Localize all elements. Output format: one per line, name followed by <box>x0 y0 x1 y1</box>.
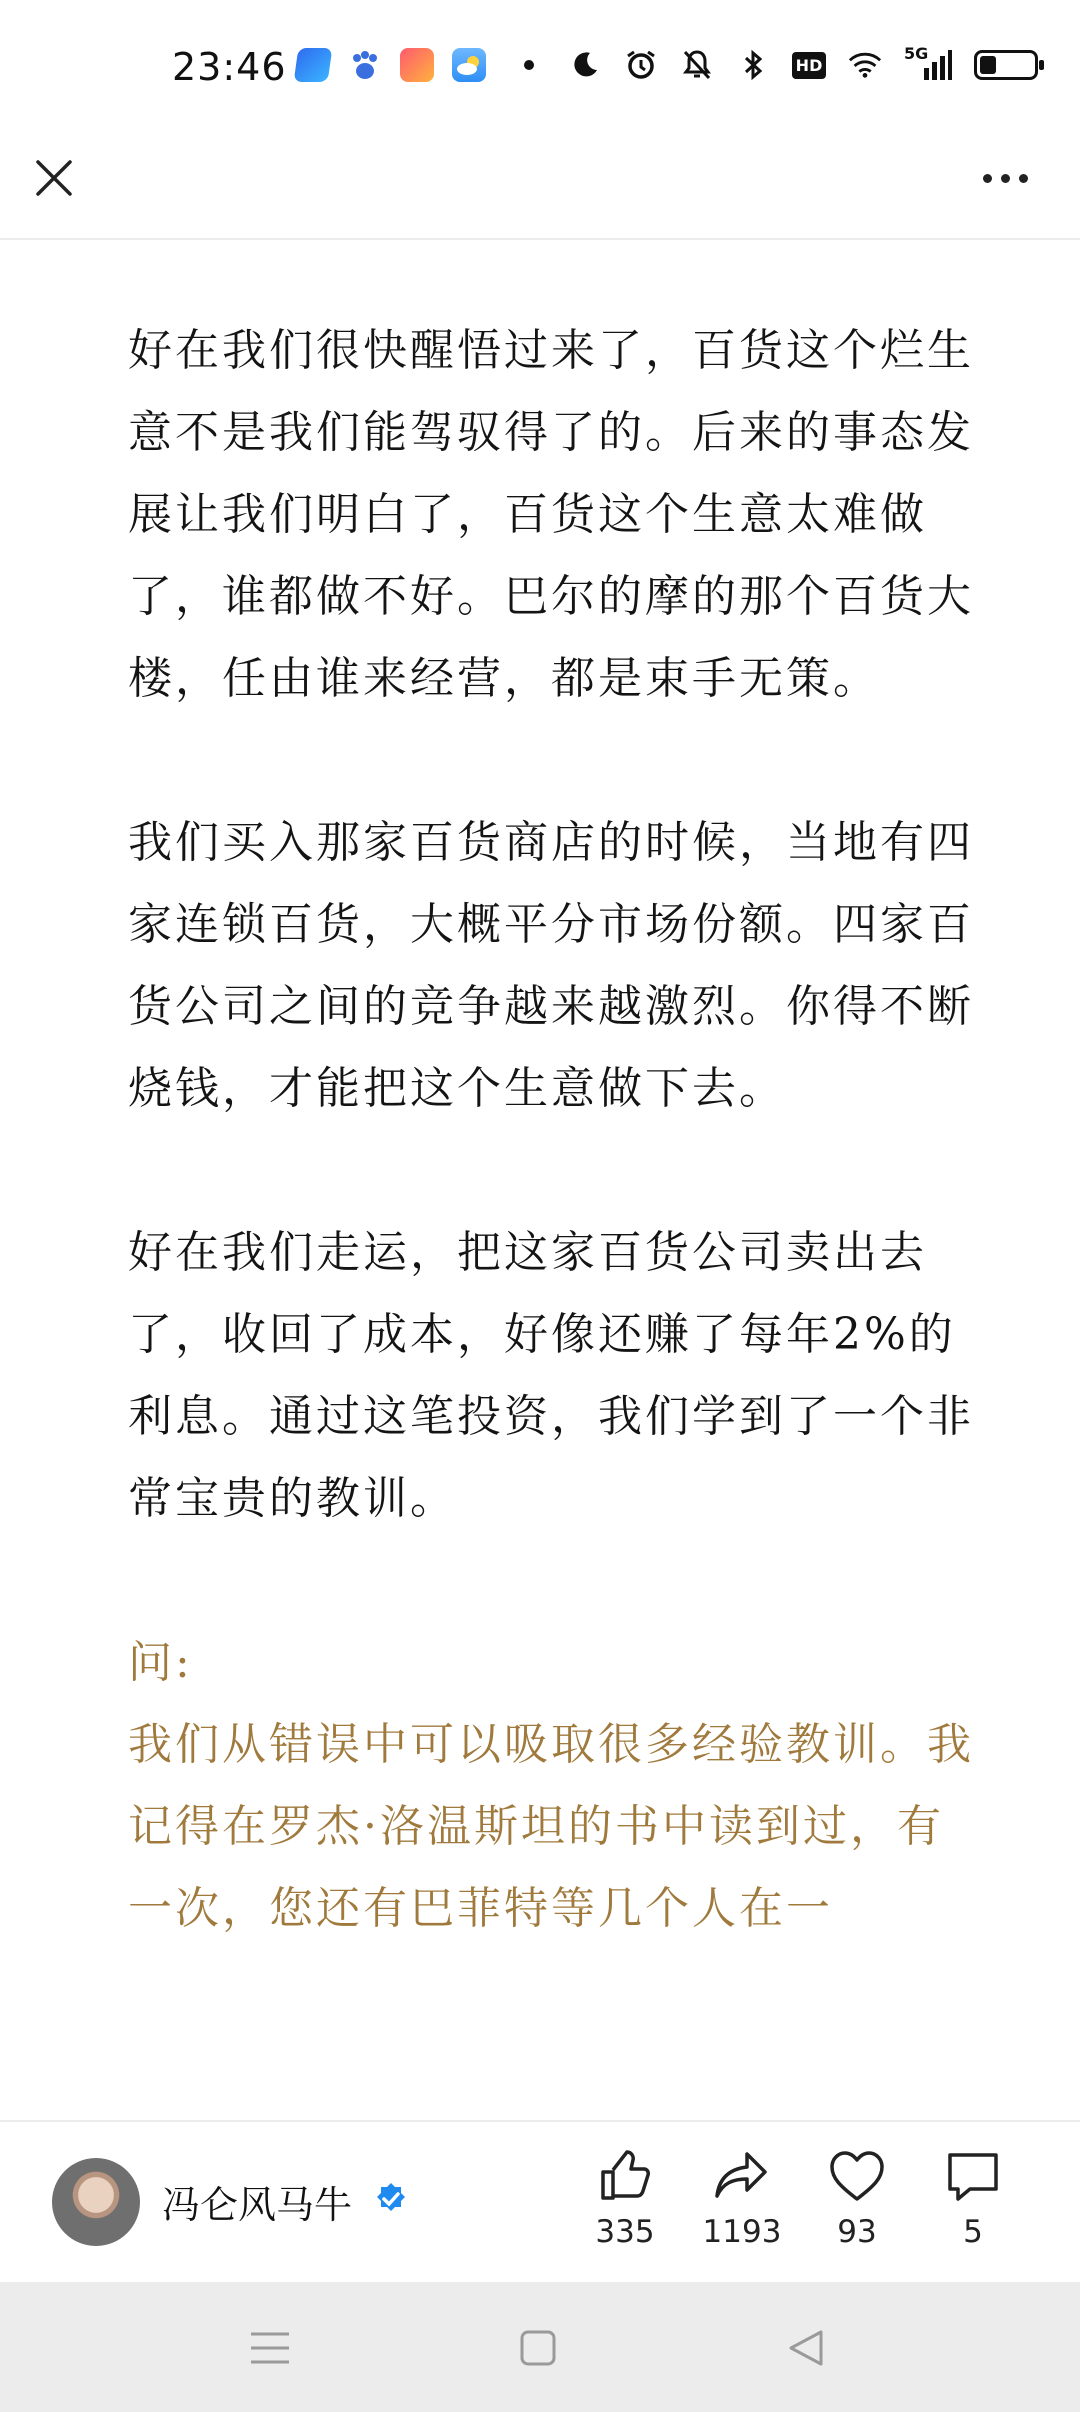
wifi-icon <box>848 48 882 82</box>
more-icon-dot <box>983 174 992 183</box>
menu-icon <box>249 2330 291 2366</box>
app-icon-blue <box>294 48 333 82</box>
hd-icon <box>792 48 826 82</box>
nav-menu-button[interactable] <box>240 2318 300 2378</box>
action-bar <box>0 2120 1080 2282</box>
weather-icon <box>452 48 486 82</box>
author-name[interactable]: 冯仑风马牛 <box>162 2183 353 2227</box>
baidu-icon <box>348 48 382 82</box>
comment-count: 5 <box>963 2214 983 2250</box>
comment-button[interactable] <box>918 2146 1028 2250</box>
network-label: 5G <box>904 44 929 63</box>
verified-badge-icon <box>374 2182 408 2216</box>
hd-label: HD <box>792 52 827 79</box>
article-paragraph: 好在我们很快醒悟过来了，百货这个烂生意不是我们能驾驭得了的。后来的事态发展让我们明白了，百货这个生意太难做了，谁都做不好。巴尔的摩的那个百货大楼，任由谁来经营，都是束手无策。 <box>128 325 974 704</box>
article-paragraph: 我们买入那家百货商店的时候，当地有四家连锁百货，大概平分市场份额。四家百货公司之间的竞争越来越激烈。你得不断烧钱，才能把这个生意做下去。 <box>128 817 974 1114</box>
mute-icon <box>680 48 714 82</box>
battery-icon <box>974 50 1038 80</box>
top-bar <box>0 140 1080 240</box>
video-app-icon <box>400 48 434 82</box>
article-paragraph: 好在我们走运，把这家百货公司卖出去了，收回了成本，好像还赚了每年2%的利息。通过这笔投资，我们学到了一个非常宝贵的教训。 <box>128 1227 974 1524</box>
close-icon <box>34 158 74 198</box>
favorite-count: 93 <box>837 2214 877 2250</box>
like-count: 335 <box>595 2214 655 2250</box>
heart-icon <box>828 2149 886 2203</box>
like-button[interactable] <box>570 2146 680 2250</box>
question-label: 问: <box>128 1637 193 1688</box>
signal-icon <box>904 44 952 82</box>
status-indicators <box>512 44 1038 82</box>
close-button[interactable] <box>28 152 80 204</box>
share-button[interactable] <box>687 2146 797 2250</box>
status-time: 23:46 <box>172 45 287 89</box>
back-triangle-icon <box>787 2328 825 2368</box>
favorite-button[interactable] <box>802 2146 912 2250</box>
author-avatar[interactable] <box>52 2158 140 2246</box>
alarm-icon <box>624 48 658 82</box>
share-count: 1193 <box>702 2214 782 2250</box>
more-icon-dot <box>1019 174 1028 183</box>
question-text: 我们从错误中可以吸取很多经验教训。我记得在罗杰·洛温斯坦的书中读到过，有一次，您还有巴菲特等几个人在一 <box>128 1719 974 1934</box>
thumbs-up-icon <box>597 2148 653 2204</box>
comment-icon <box>944 2149 1002 2203</box>
status-app-icons <box>296 48 486 82</box>
article-body <box>128 310 978 1950</box>
bluetooth-icon <box>736 48 770 82</box>
battery-fill <box>980 56 996 74</box>
moon-icon <box>568 48 602 82</box>
more-button[interactable] <box>975 160 1035 196</box>
share-icon <box>713 2148 771 2204</box>
system-nav-bar <box>0 2282 1080 2412</box>
home-square-icon <box>519 2329 557 2367</box>
dot-icon <box>512 48 546 82</box>
nav-home-button[interactable] <box>508 2318 568 2378</box>
nav-back-button[interactable] <box>776 2318 836 2378</box>
more-icon-dot <box>1001 174 1010 183</box>
status-bar <box>0 0 1080 140</box>
